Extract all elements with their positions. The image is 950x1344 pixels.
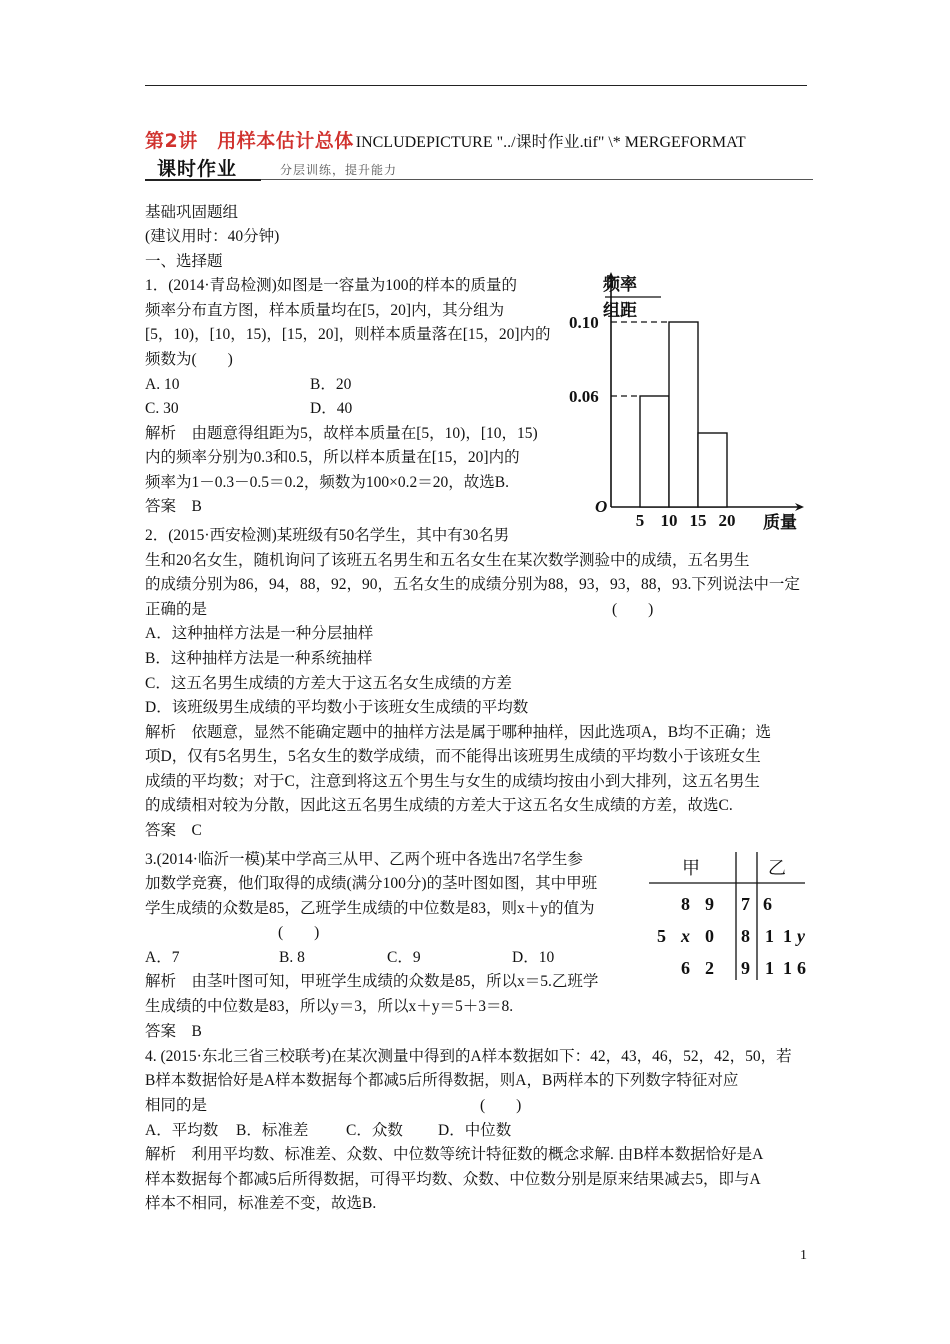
q4-analysis: 样本不相同，标准差不变，故选B.: [145, 1195, 377, 1212]
q3-option-a: A．7: [145, 949, 180, 966]
leaf-jia: 5: [657, 926, 666, 946]
y-tick-label: 0.06: [569, 387, 599, 406]
q2-line: 2．(2015·西安检测)某班级有50名学生，其中有30名男: [145, 527, 510, 544]
q2-option-b: B．这种抽样方法是一种系统抽样: [145, 650, 373, 667]
x-tick-label: 20: [718, 511, 736, 530]
x-tick-label: 10: [660, 511, 678, 530]
section-group: 基础巩固题组: [145, 204, 239, 221]
q1-analysis: 频率为1－0.3－0.5＝0.2，频数为100×0.2＝20，故选B.: [145, 474, 509, 491]
y-tick-label: 0.10: [569, 313, 599, 332]
x-tick-label: 15: [689, 511, 707, 530]
q4-option-a: A．平均数: [145, 1122, 219, 1139]
homework-subtitle: 分层训练，提升能力: [280, 163, 398, 177]
histogram-bar: [669, 322, 698, 507]
q2-analysis: 的成绩相对较为分散，因此这五名男生成绩的方差大于这五名女生成绩的方差，故选C.: [145, 797, 733, 814]
q4-analysis: 解析 利用平均数、标准差、众数、中位数等统计特征数的概念求解. 由B样本数据恰好是A: [145, 1146, 764, 1163]
banner-rule-thick: [145, 179, 261, 181]
homework-label: 课时作业: [157, 158, 238, 180]
q2-option-c: C．这五名男生成绩的方差大于这五名女生成绩的方差: [145, 675, 512, 692]
histogram-bar: [640, 396, 669, 507]
q1-option-a: A. 10: [145, 376, 180, 393]
leaf-jia: 2: [705, 958, 714, 978]
stem: 7: [741, 894, 750, 914]
leaf-yi: 1: [783, 926, 792, 946]
q1-option-c: C. 30: [145, 400, 179, 417]
title-row: [145, 126, 845, 152]
q3-line: 加数学竞赛，他们取得的成绩(满分100分)的茎叶图如图，其中甲班: [145, 875, 598, 892]
leaf-yi: 6: [797, 958, 806, 978]
q4-line: B样本数据恰好是A样本数据每个都减5后所得数据，则A，B两样本的下列数字特征对应: [145, 1072, 739, 1089]
q4-line: 相同的是: [145, 1097, 208, 1114]
q2-line: 正确的是: [145, 601, 208, 618]
frequency-histogram: [565, 268, 810, 538]
stem-leaf-plot: [645, 848, 810, 983]
top-rule: [145, 85, 807, 86]
q3-analysis: 生成绩的中位数是83，所以y＝3，所以x＋y＝5＋3＝8.: [145, 998, 514, 1015]
leaf-yi-unknown-y: y: [797, 926, 805, 946]
q1-answer: 答案 B: [145, 498, 202, 515]
y-axis-label-top: 频率: [603, 275, 637, 294]
q2-analysis: 成绩的平均数；对于C，注意到将这五个男生与女生的成绩均按由小到大排列，这五名男生: [145, 773, 760, 790]
q3-option-b: B. 8: [279, 949, 305, 966]
q1-line: 频数为( ): [145, 351, 233, 368]
q3-option-d: D．10: [512, 949, 555, 966]
leaf-jia: 9: [705, 894, 714, 914]
page-number: 1: [800, 1248, 807, 1263]
q4-option-b: B．标准差: [236, 1122, 309, 1139]
q4-line: 4. (2015·东北三省三校联考)在某次测量中得到的A样本数据如下：42，43，46，52，42，50，若: [145, 1048, 792, 1065]
x-axis-label: 质量: [763, 513, 797, 532]
q1-analysis: 内的频率分别为0.3和0.5，所以样本质量在[15，20]内的: [145, 449, 520, 466]
q4-option-c: C．众数: [346, 1122, 403, 1139]
class-jia-header: 甲: [682, 858, 700, 878]
q4-option-d: D．中位数: [438, 1122, 512, 1139]
q3-line: 3.(2014·临沂一模)某中学高三从甲、乙两个班中各选出7名学生参: [145, 851, 583, 868]
q3-analysis: 解析 由茎叶图可知，甲班学生成绩的众数是85，所以x＝5.乙班学: [145, 973, 599, 990]
class-yi-header: 乙: [768, 858, 786, 878]
q3-answer: 答案 B: [145, 1023, 202, 1040]
q1-line: 频率分布直方图，样本质量均在[5，20]内，其分组为: [145, 302, 505, 319]
q2-answer-paren: ( ): [612, 601, 654, 618]
q3-line: 学生成绩的众数是85，乙班学生成绩的中位数是83，则x＋y的值为: [145, 900, 595, 917]
q2-option-d: D．该班级男生成绩的平均数小于该班女生成绩的平均数: [145, 699, 529, 716]
q1-line: 1．(2014·青岛检测)如图是一容量为100的样本的质量的: [145, 277, 517, 294]
leaf-jia-unknown-x: x: [681, 926, 690, 946]
leaf-yi: 1: [783, 958, 792, 978]
q1-option-b: B．20: [310, 376, 352, 393]
q2-line: 的成绩分别为86，94，88，92，90，五名女生的成绩分别为88，93，93，88，93.下列说法中一定: [145, 576, 800, 593]
banner-rule-thin: [261, 179, 813, 180]
stem: 8: [741, 926, 750, 946]
field-code-text: INCLUDEPICTURE "../课时作业.tif" \* MERGEFORMAT: [355, 134, 746, 151]
q2-option-a: A．这种抽样方法是一种分层抽样: [145, 625, 374, 642]
q3-answer-paren: ( ): [278, 924, 320, 941]
homework-banner: [145, 152, 813, 182]
leaf-yi: 6: [763, 894, 772, 914]
q1-line: [5，10)，[10，15)，[15，20]，则样本质量落在[15，20]内的: [145, 326, 551, 343]
leaf-jia: 6: [681, 958, 690, 978]
q1-option-d: D．40: [310, 400, 353, 417]
origin-label: O: [595, 497, 608, 516]
leaf-jia: 0: [705, 926, 714, 946]
leaf-yi: 1: [765, 926, 774, 946]
stem: 9: [741, 958, 750, 978]
q2-line: 生和20名女生，随机询问了该班五名男生和五名女生在某次数学测验中的成绩，五名男生: [145, 552, 750, 569]
q4-answer-paren: ( ): [480, 1097, 522, 1114]
x-tick-label: 5: [635, 511, 645, 530]
lecture-title: 第2讲 用样本估计总体: [145, 130, 354, 152]
y-axis-label-bottom: 组距: [603, 301, 637, 320]
q3-option-c: C．9: [387, 949, 421, 966]
q4-analysis: 样本数据每个都减5后所得数据，可得平均数、众数、中位数分别是原来结果减去5，即与A: [145, 1171, 761, 1188]
section-type: 一、选择题: [145, 253, 223, 270]
leaf-yi: 1: [765, 958, 774, 978]
histogram-bar: [698, 433, 727, 507]
q2-analysis: 解析 依题意，显然不能确定题中的抽样方法是属于哪种抽样，因此选项A，B均不正确；选: [145, 724, 772, 741]
q2-analysis: 项D，仅有5名男生，5名女生的数学成绩，而不能得出该班男生成绩的平均数小于该班女生: [145, 748, 761, 765]
section-time: (建议用时：40分钟): [145, 228, 280, 245]
q1-analysis: 解析 由题意得组距为5，故样本质量在[5，10)，[10，15): [145, 425, 538, 442]
q2-answer: 答案 C: [145, 822, 202, 839]
leaf-jia: 8: [681, 894, 690, 914]
